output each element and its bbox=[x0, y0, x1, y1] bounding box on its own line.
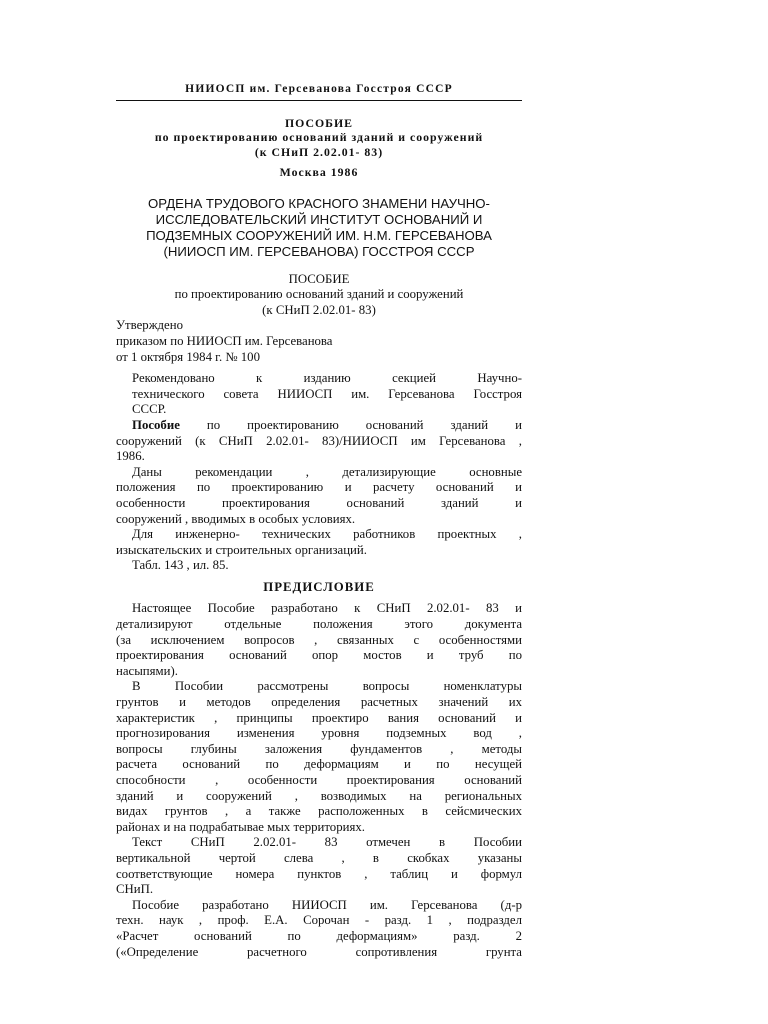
preface-line: районах и на подрабатывае мых территориях. bbox=[116, 819, 365, 834]
preface-line: прогнозирования изменения уровня подземных вод , bbox=[116, 726, 522, 741]
preface-line: СНиП. bbox=[116, 882, 154, 897]
preface-line: детализируют отдельные положения этого документа bbox=[116, 617, 522, 632]
preface-line: техн. наук , проф. Е.А. Сорочан - разд. 1 , подраздел bbox=[116, 913, 522, 928]
preface-paragraph-1 bbox=[116, 601, 522, 679]
recommended-line: технического совета НИИОСП им. Герсеванова Госстроя bbox=[132, 386, 522, 401]
preface-line: Настоящее Пособие разработано к СНиП 2.02.01- 83 и bbox=[132, 601, 522, 616]
preface-line: способности , особенности проектирования оснований bbox=[116, 773, 522, 787]
second-title-block bbox=[116, 272, 522, 319]
abstract-line: сооружений , вводимых в особых условиях. bbox=[116, 511, 356, 526]
citation-line-first bbox=[116, 418, 522, 434]
institute-line: ПОДЗЕМНЫХ СООРУЖЕНИЙ ИМ. Н.М. ГЕРСЕВАНОВА bbox=[146, 227, 492, 243]
preface-line: Текст СНиП 2.02.01- 83 отмечен в Пособии bbox=[132, 835, 522, 850]
preface-line: Пособие разработано НИИОСП им. Герсеванова (д-р bbox=[132, 897, 522, 912]
preface-line: характеристик , принципы проектиро вания оснований и bbox=[116, 710, 522, 725]
preface-line: проектирования оснований опор мостов и труб по bbox=[116, 648, 522, 663]
abstract-line: положения по проектированию и расчету оснований и bbox=[116, 480, 522, 495]
preface-line: (за исключением вопросов , связанных с особенностями bbox=[116, 632, 522, 647]
preface-line: зданий и сооружений , возводимых на региональных bbox=[116, 788, 522, 803]
preface-line: «Расчет оснований по деформациям» разд. 2 bbox=[116, 928, 522, 943]
preface-line: грунтов и методов определения расчетных значений их bbox=[116, 695, 522, 710]
preface-line: соответствующие номера пунктов , таблиц и формул bbox=[116, 866, 522, 881]
recommended-paragraph bbox=[116, 371, 522, 418]
preface-line: насыпями). bbox=[116, 663, 178, 678]
recommended-line: СССР. bbox=[132, 402, 167, 417]
title-block bbox=[116, 116, 522, 180]
institute-line: ОРДЕНА ТРУДОВОГО КРАСНОГО ЗНАМЕНИ НАУЧНО- bbox=[148, 195, 490, 211]
recommended-line: Рекомендовано к изданию секцией Научно- bbox=[132, 371, 522, 386]
abstract-line: особенности проектирования оснований зданий и bbox=[116, 495, 522, 510]
title-heading: ПОСОБИЕ bbox=[284, 115, 354, 130]
preface-heading: ПРЕДИСЛОВИЕ bbox=[263, 579, 375, 594]
preface-paragraph-2 bbox=[116, 679, 522, 835]
tables-info: Табл. 143 , ил. 85. bbox=[132, 558, 229, 573]
approval-line: Утверждено bbox=[116, 318, 183, 333]
institute-line: ИССЛЕДОВАТЕЛЬСКИЙ ИНСТИТУТ ОСНОВАНИЙ И bbox=[155, 211, 483, 227]
second-title-heading: ПОСОБИЕ bbox=[288, 271, 350, 286]
preface-line: расчета оснований по деформациям и по несущей bbox=[116, 757, 522, 772]
citation-paragraph bbox=[116, 418, 522, 465]
running-header: НИИОСП им. Герсеванова Госстроя СССР bbox=[116, 82, 522, 101]
preface-line: («Определение расчетного сопротивления грунта bbox=[116, 944, 522, 959]
preface-line: вопросы глубины заложения фундаментов , методы bbox=[116, 741, 522, 756]
audience-line: Для инженерно- технических работников проектных , bbox=[132, 527, 522, 542]
second-title-subtitle: по проектированию оснований зданий и сооружений bbox=[174, 287, 464, 302]
preface-paragraph-3 bbox=[116, 835, 522, 897]
abstract-paragraph bbox=[116, 465, 522, 527]
approval-line: приказом по НИИОСП им. Герсеванова bbox=[116, 333, 333, 348]
institute-line: (НИИОСП ИМ. ГЕРСЕВАНОВА) ГОССТРОЯ СССР bbox=[163, 243, 475, 259]
audience-line: изыскательских и строительных организаций. bbox=[116, 542, 367, 557]
preface-line: вертикальной чертой слева , в скобках указаны bbox=[116, 850, 522, 865]
audience-paragraph bbox=[116, 527, 522, 558]
abstract-line: Даны рекомендации , детализирующие основные bbox=[132, 464, 522, 479]
document-page bbox=[116, 82, 522, 960]
title-subtitle: по проектированию оснований зданий и сооружений bbox=[154, 130, 484, 145]
citation-line: 1986. bbox=[116, 449, 145, 464]
citation-first-text: по проектированию оснований зданий и bbox=[179, 417, 522, 432]
title-place-year: Москва 1986 bbox=[279, 165, 359, 180]
institute-name bbox=[116, 196, 522, 260]
citation-bold-word: Пособие bbox=[132, 417, 180, 432]
preface-paragraph-4 bbox=[116, 898, 522, 960]
preface-line: видах грунтов , а также расположенных в сейсмических bbox=[116, 804, 522, 819]
approval-line: от 1 октября 1984 г. № 100 bbox=[116, 349, 260, 364]
citation-line: сооружений (к СНиП 2.02.01- 83)/НИИОСП им Герсеванова , bbox=[116, 433, 522, 448]
approval-block bbox=[116, 318, 522, 365]
title-reference: (к СНиП 2.02.01- 83) bbox=[254, 144, 384, 159]
preface-line: В Пособии рассмотрены вопросы номенклатуры bbox=[132, 679, 522, 694]
second-title-reference: (к СНиП 2.02.01- 83) bbox=[262, 302, 376, 317]
